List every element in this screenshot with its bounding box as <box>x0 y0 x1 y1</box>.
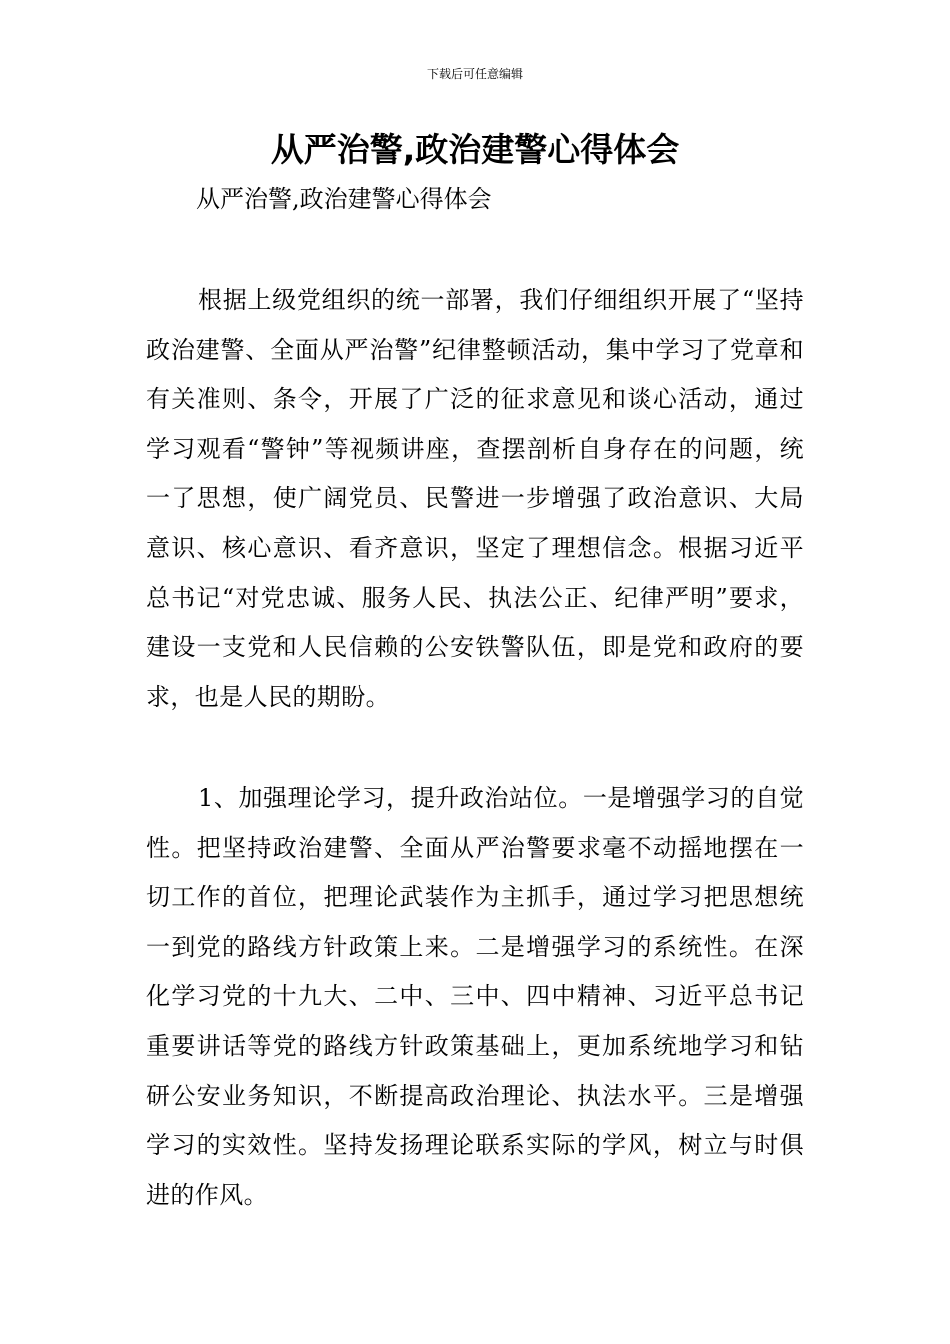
header-note: 下载后可任意编辑 <box>426 67 523 81</box>
body-paragraph: 根据上级党组织的统一部署，我们仔细组织开展了“坚持政治建警、全面从严治警”纪律整顿活动，集中学习了党章和有关准则、条令，开展了广泛的征求意见和谈心活动，通过学习观看“警钟”等视频讲座，查摆剖析自身存在的问题，统一了思想，使广阔党员、民警进一步增强了政治意识、大局意识、核心意识、看齐意识，坚定了理想信念。根据习近平总书记“对党忠诚、服务人民、执法公正、纪律严明”要求，建设一支党和人民信赖的公安铁警队伍，即是党和政府的要求，也是人民的期盼。 <box>146 286 804 711</box>
document-title: 从严治警,政治建警心得体会 <box>270 130 680 169</box>
document-subtitle: 从严治警,政治建警心得体会 <box>196 185 492 213</box>
body-paragraph: 1、加强理论学习，提升政治站位。一是增强学习的自觉性。把坚持政治建警、全面从严治警要求毫不动摇地摆在一切工作的首位，把理论武装作为主抓手，通过学习把思想统一到党的路线方针政策上来。二是增强学习的系统性。在深化学习党的十九大、二中、三中、四中精神、习近平总书记重要讲话等党的路线方针政策基础上，更加系统地学习和钻研公安业务知识，不断提高政治理论、执法水平。三是增强学习的实效性。坚持发扬理论联系实际的学风，树立与时俱进的作风。 <box>146 784 804 1209</box>
